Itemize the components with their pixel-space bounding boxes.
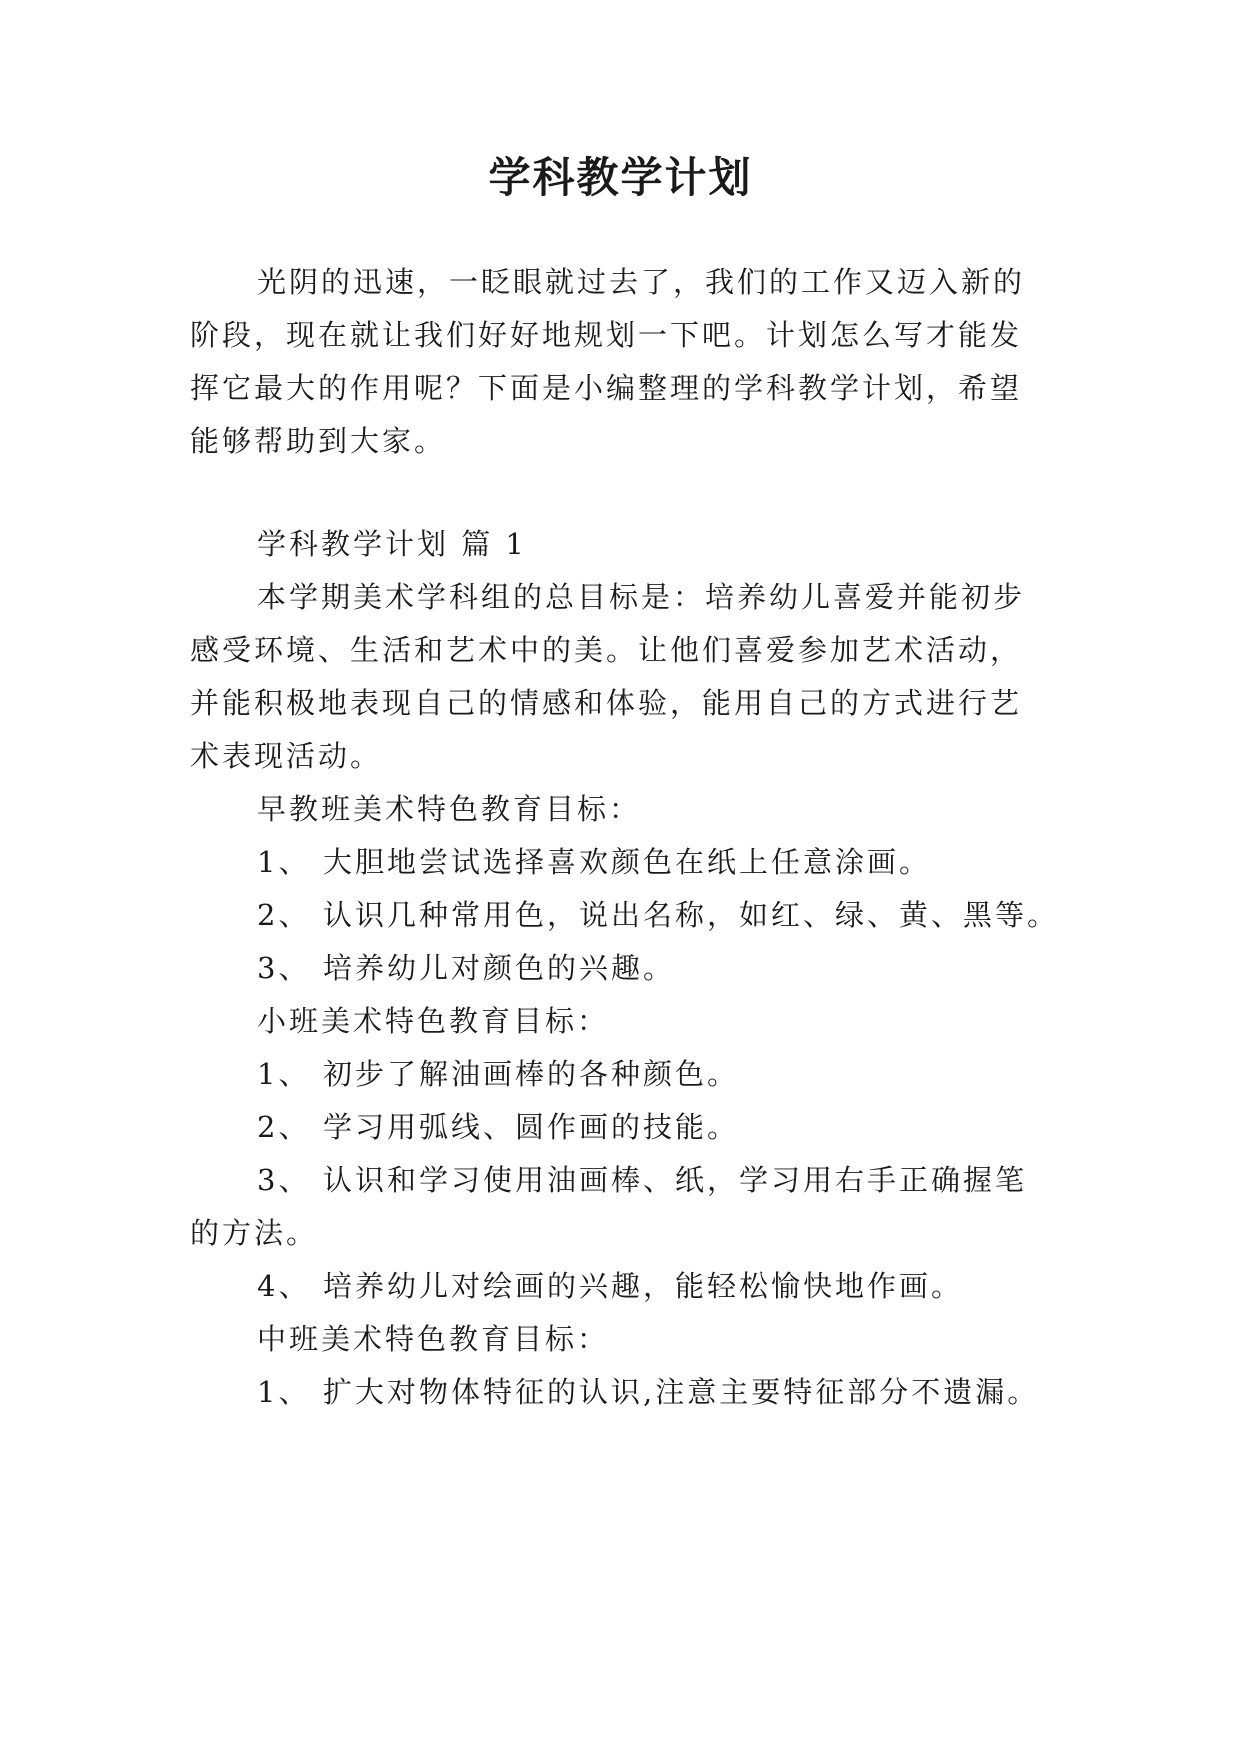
intro-line: 光阴的迅速，一眨眼就过去了，我们的工作又迈入新的: [257, 265, 1026, 299]
list-item-number: 1、: [257, 845, 311, 879]
intro-line: 能够帮助到大家。: [190, 424, 447, 458]
list-item-text: 初步了解油画棒的各种颜色。: [323, 1057, 740, 1091]
list-item-text: 大胆地尝试选择喜欢颜色在纸上任意涂画。: [323, 845, 932, 879]
list-item: [257, 1054, 1137, 1094]
intro-line: 挥它最大的作用呢？下面是小编整理的学科教学计划，希望: [190, 371, 1023, 405]
list-item: [257, 895, 1137, 935]
list-item: [257, 948, 1137, 988]
list-item-text: 认识几种常用色，说出名称，如红、绿、黄、黑等。: [323, 898, 1060, 932]
goal-line: 本学期美术学科组的总目标是：培养幼儿喜爱并能初步: [257, 580, 1026, 614]
list-item: [257, 1107, 1137, 1147]
list-item-number: 3、: [257, 1163, 311, 1197]
list-item: [257, 1160, 1137, 1200]
list-item-text: 培养幼儿对绘画的兴趣，能轻松愉快地作画。: [323, 1269, 964, 1303]
section-heading: 学科教学计划 篇 1: [257, 527, 527, 561]
list-item-text: 认识和学习使用油画棒、纸，学习用右手正确握笔: [323, 1163, 1028, 1197]
list-item-text: 培养幼儿对颜色的兴趣。: [323, 951, 676, 985]
middle-class-heading: 中班美术特色教育目标：: [257, 1322, 610, 1356]
list-item-text: 学习用弧线、圆作画的技能。: [323, 1110, 740, 1144]
list-item-number: 2、: [257, 898, 311, 932]
goal-line: 并能积极地表现自己的情感和体验，能用自己的方式进行艺: [190, 686, 1023, 720]
list-item-continuation: 的方法。: [190, 1216, 319, 1250]
document-title: 学科教学计划: [488, 153, 753, 202]
goal-line: 术表现活动。: [190, 739, 383, 773]
list-item-number: 3、: [257, 951, 311, 985]
list-item-number: 1、: [257, 1375, 311, 1409]
intro-line: 阶段，现在就让我们好好地规划一下吧。计划怎么写才能发: [190, 318, 1023, 352]
list-item-text: 扩大对物体特征的认识,注意主要特征部分不遗漏。: [323, 1375, 1040, 1409]
list-item-number: 1、: [257, 1057, 311, 1091]
list-item-number: 2、: [257, 1110, 311, 1144]
early-class-heading: 早教班美术特色教育目标：: [257, 792, 642, 826]
list-item: [257, 842, 1137, 882]
small-class-heading: 小班美术特色教育目标：: [257, 1004, 610, 1038]
list-item: [257, 1266, 1137, 1306]
list-item: [257, 1372, 1137, 1412]
list-item-number: 4、: [257, 1269, 311, 1303]
goal-line: 感受环境、生活和艺术中的美。让他们喜爱参加艺术活动，: [190, 633, 1023, 667]
